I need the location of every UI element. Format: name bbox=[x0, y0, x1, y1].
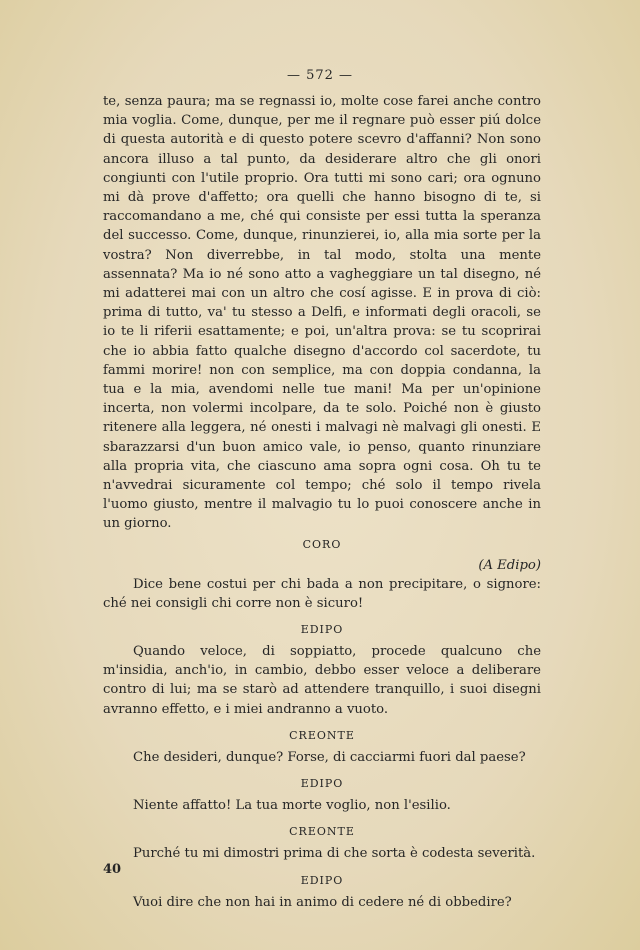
dialogue-line: Quando veloce, di soppiatto, procede qualcuno che m'insidia, anch'io, in cambio, debbo esser veloce a deliberare contro di lui; ma se starò ad attendere tranquillo, i suoi disegni avranno effetto, e i miei andranno a vuoto. bbox=[103, 644, 541, 717]
dialogue-line: Vuoi dire che non hai in animo di cedere né di obbedire? bbox=[133, 894, 512, 910]
creonte-speech: te, senza paura; ma se regnassi io, molte cose farei anche contro mia voglia. Come, dunque, per me il regnare può esser piú dolce di questa autorità e di questo potere scevro d'affanni? Non sono ancora illuso a tal punto, da desiderare altro che gli onori congiunti con l'utile proprio. Ora tutti mi sono cari; ora ognuno mi dà prove d'affetto; ora quelli che hanno bisogno di te, si raccomandano a me, ché qui consiste per essi tutta la speranza del successo. Come, dunque, rinunzierei, io, alla mia sorte per la vostra? Non diverrebbe, in tal modo, stolta una mente assennata? Ma io né sono atto a vagheggiare un tal disegno, né mi adatterei mai con un altro che cosí agisse. E in prova di ciò: prima di tutto, va' tu stesso a Delfi, e informati degli oracoli, se io te li riferii esattamente; e poi, un'altra prova: se tu scoprirai che io abbia fatto qualche disegno d'accordo col sacerdote, tu fammi morire! non con semplice, ma con doppia condanna, la tua e la mia, avendomi nelle tue mani! Ma per un'opinione incerta, non volermi incolpare, da te solo. Poiché non è giusto ritenere alla leggera, né onesti i malvagi nè malvagi gli onesti. E sbarazzarsi d'un buon amico vale, io penso, quanto rinunziare alla propria vita, che ciascuno ama sopra ogni cosa. Oh tu te n'avvedrai sicuramente col tempo; ché solo il tempo rivela l'uomo giusto, mentre il malvagio tu lo puoi conoscere anche in un giorno. bbox=[103, 94, 541, 532]
speaker-label: EDIPO bbox=[300, 873, 344, 887]
page-number: — 572 — bbox=[286, 68, 354, 83]
speaker-label: CORO bbox=[302, 537, 342, 551]
speaker-label: EDIPO bbox=[300, 623, 344, 637]
stage-direction: (A Edipo) bbox=[478, 557, 541, 573]
signature-mark: 40 bbox=[103, 862, 122, 877]
text-block bbox=[103, 92, 541, 912]
speaker-label: CREONTE bbox=[289, 825, 355, 839]
dialogue-line: Dice bene costui per chi bada a non precipitare, o signore: ché nei consigli chi corre non è sicuro! bbox=[103, 576, 541, 611]
dialogue-line: Che desideri, dunque? Forse, di cacciarmi fuori dal paese? bbox=[133, 749, 526, 765]
dialogue-line: Niente affatto! La tua morte voglio, non l'esilio. bbox=[133, 798, 451, 814]
speaker-label: CREONTE bbox=[289, 728, 355, 742]
dialogue-line: Purché tu mi dimostri prima di che sorta è codesta severità. bbox=[133, 846, 536, 862]
speaker-label: EDIPO bbox=[300, 777, 344, 791]
